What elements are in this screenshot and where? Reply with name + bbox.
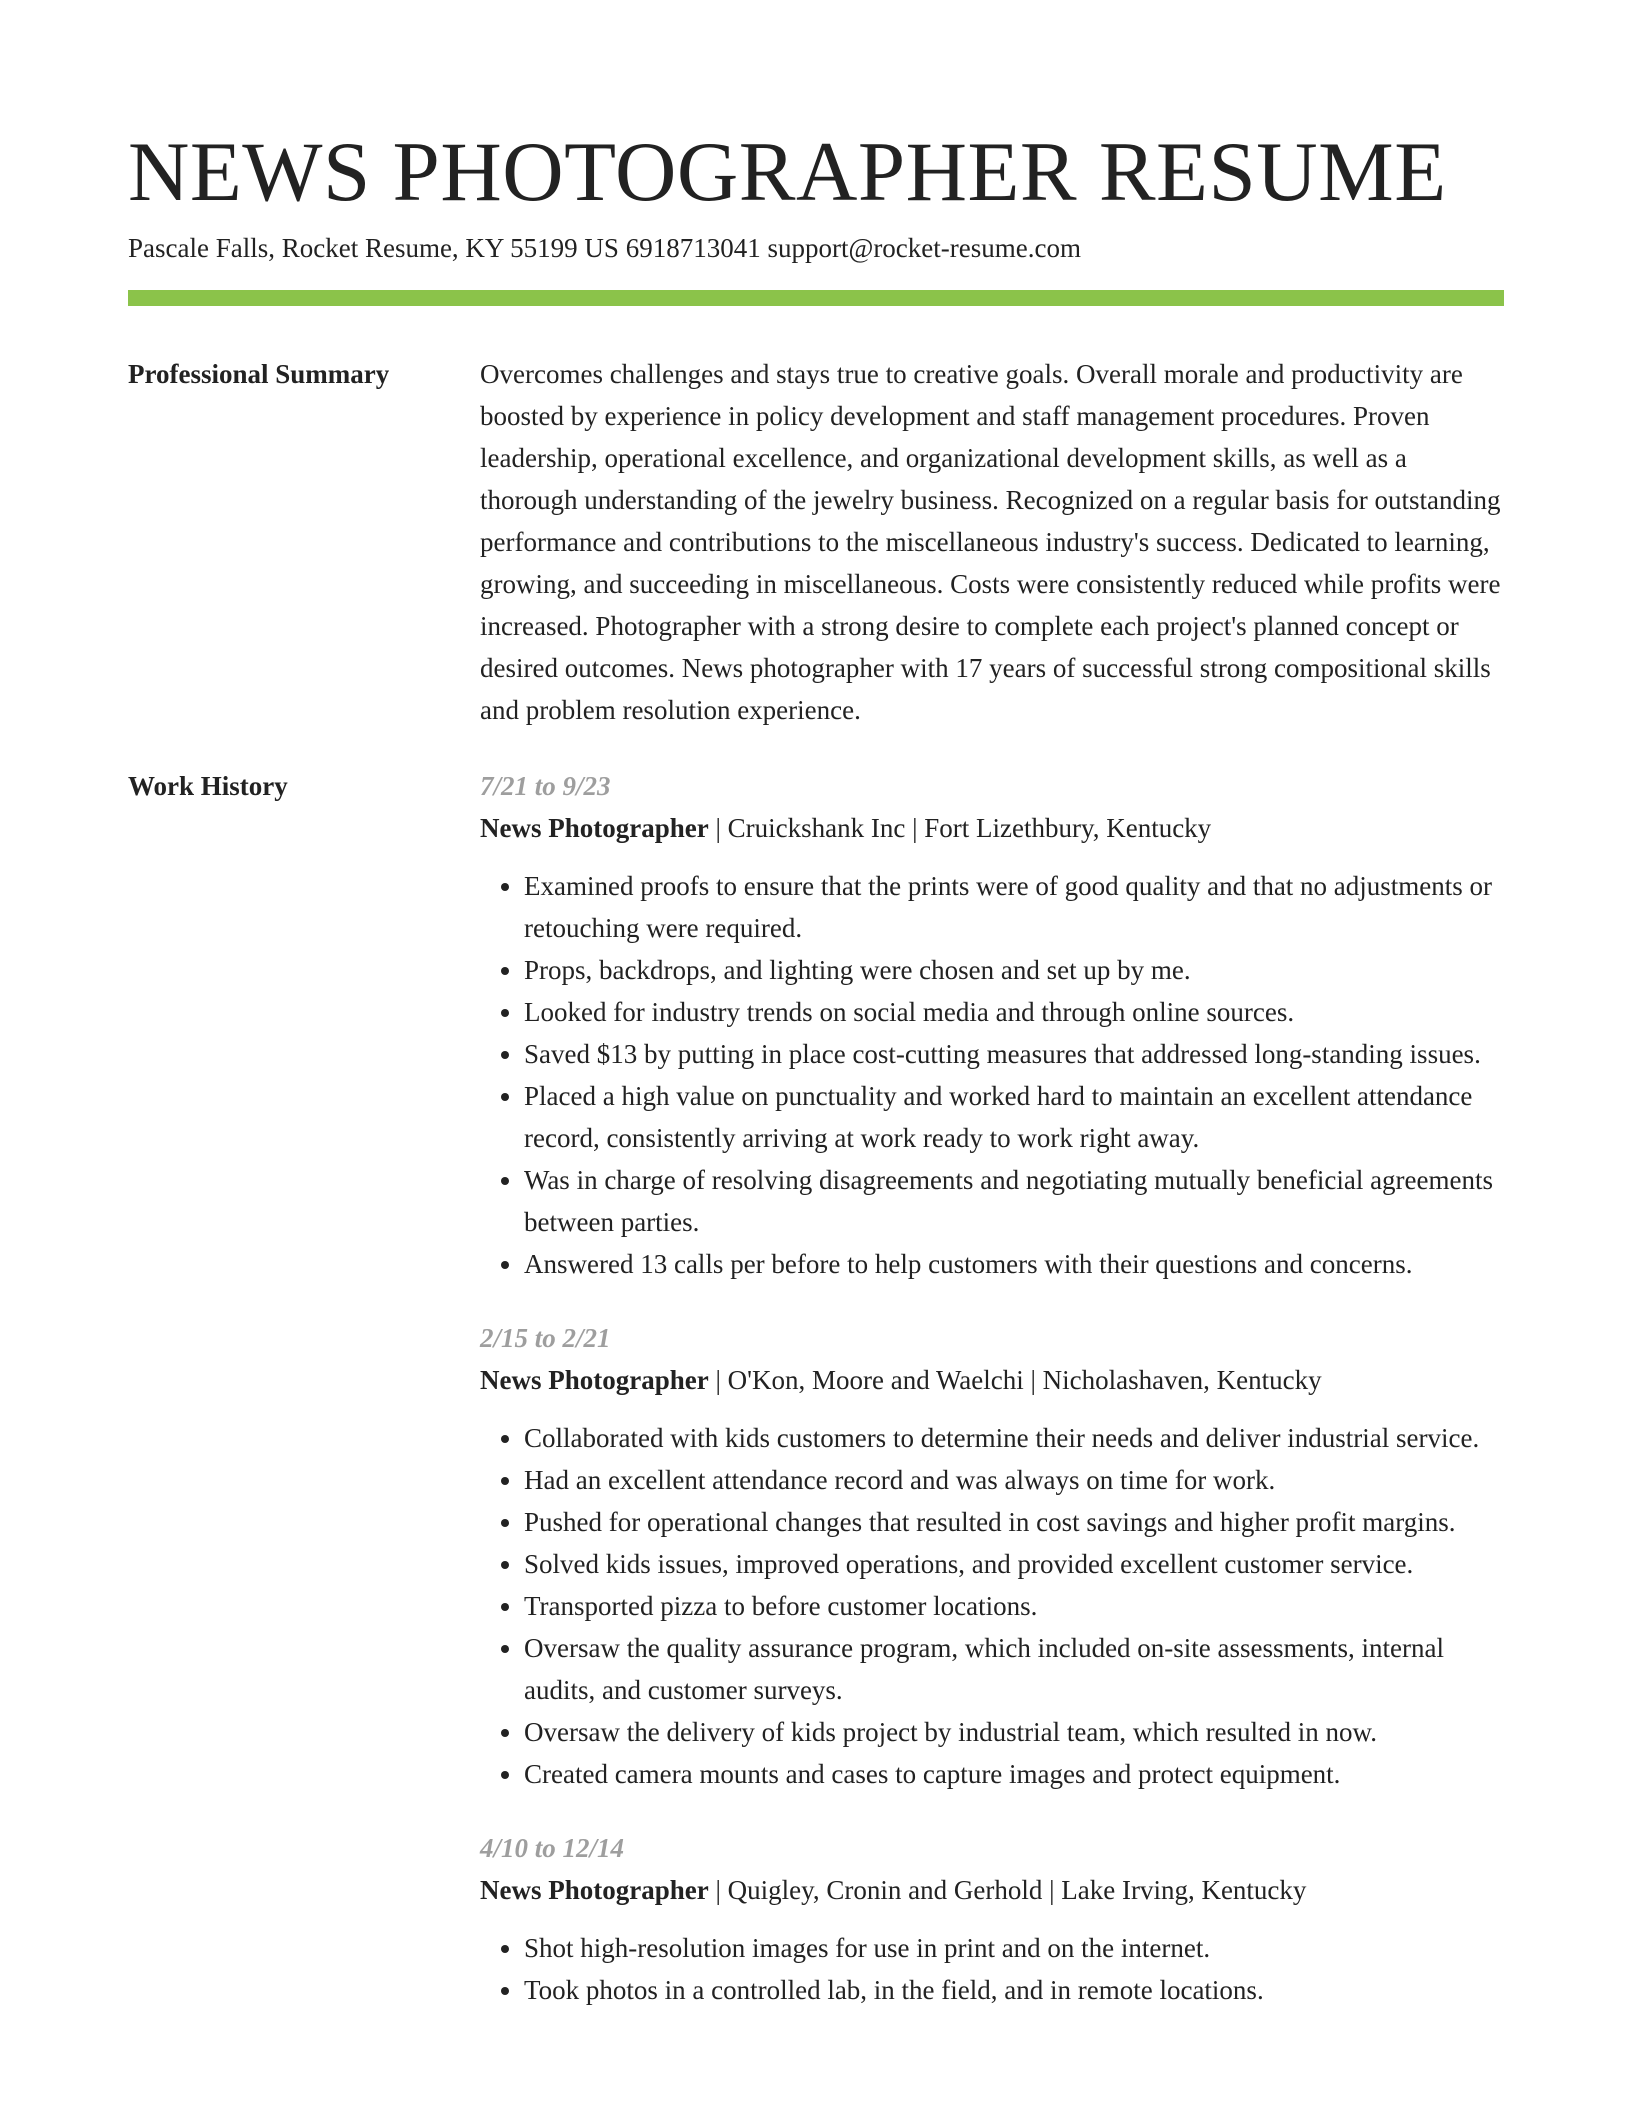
contact-line	[128, 230, 1504, 266]
resume-page	[128, 0, 1504, 2112]
job-heading: News Photographer | Cruickshank Inc | Fort Lizethbury, Kentucky	[480, 813, 1212, 843]
contact-phone: 6918713041	[625, 233, 761, 263]
resume-title: NEWS PHOTOGRAPHER RESUME	[128, 125, 1447, 219]
job-bullet: • Pushed for operational changes that resulted in cost savings and higher profit margins.	[524, 1501, 1504, 1543]
job-bullet-list	[480, 865, 1504, 1285]
job-bullet-list	[480, 1417, 1504, 1795]
contact-address: Pascale Falls, Rocket Resume, KY 55199 US	[128, 233, 619, 263]
job-bullet: • Had an excellent attendance record and was always on time for work.	[524, 1459, 1504, 1501]
job-dates: 4/10 to 12/14	[480, 1833, 625, 1863]
job-bullet: • Transported pizza to before customer locations.	[524, 1585, 1504, 1627]
job-bullet: • Shot high-resolution images for use in print and on the internet.	[524, 1927, 1504, 1969]
job-bullet: • Saved $13 by putting in place cost-cutting measures that addressed long-standing issues.	[524, 1033, 1504, 1075]
job-dates: 2/15 to 2/21	[480, 1323, 611, 1353]
job-bullet-list	[480, 1927, 1504, 2011]
work-history-section	[128, 765, 1504, 2011]
job-bullet: • Created camera mounts and cases to capture images and protect equipment.	[524, 1753, 1504, 1795]
job-entry	[480, 765, 1504, 1285]
job-bullet: • Was in charge of resolving disagreements and negotiating mutually beneficial agreements between parties.	[524, 1159, 1504, 1243]
job-company: Cruickshank Inc	[727, 813, 906, 843]
job-bullet: • Oversaw the delivery of kids project by industrial team, which resulted in now.	[524, 1711, 1504, 1753]
job-heading: News Photographer | O'Kon, Moore and Waelchi | Nicholashaven, Kentucky	[480, 1365, 1322, 1395]
summary-body	[480, 353, 1504, 731]
job-bullet: • Placed a high value on punctuality and worked hard to maintain an excellent attendance record, consistently arriving at work ready to work right away.	[524, 1075, 1504, 1159]
job-bullet: • Examined proofs to ensure that the prints were of good quality and that no adjustments or retouching were required.	[524, 865, 1504, 949]
professional-summary-section	[128, 353, 1504, 731]
job-location: Lake Irving, Kentucky	[1061, 1875, 1307, 1905]
section-label-summary: Professional Summary	[128, 359, 390, 389]
job-company: O'Kon, Moore and Waelchi	[727, 1365, 1024, 1395]
section-label-work-history: Work History	[128, 771, 288, 801]
job-title: News Photographer	[480, 813, 709, 843]
job-company: Quigley, Cronin and Gerhold	[727, 1875, 1043, 1905]
summary-text: Overcomes challenges and stays true to creative goals. Overall morale and productivity are boosted by experience in policy development and staff management procedures. Proven leadership, operational excellence, and organizational development skills, as well as a thorough understanding of the jewelry business. Recognized on a regular basis for outstanding performance and contributions to the miscellaneous industry's success. Dedicated to learning, growing, and succeeding in miscellaneous. Costs were consistently reduced while profits were increased. Photographer with a strong desire to complete each project's planned concept or desired outcomes. News photographer with 17 years of successful strong compositional skills and problem resolution experience.	[480, 359, 1501, 725]
job-bullet: • Collaborated with kids customers to determine their needs and deliver industrial service.	[524, 1417, 1504, 1459]
job-title: News Photographer	[480, 1365, 709, 1395]
job-heading: News Photographer | Quigley, Cronin and Gerhold | Lake Irving, Kentucky	[480, 1875, 1307, 1905]
job-bullet: • Answered 13 calls per before to help customers with their questions and concerns.	[524, 1243, 1504, 1285]
job-bullet: • Looked for industry trends on social media and through online sources.	[524, 991, 1504, 1033]
job-bullet: • Props, backdrops, and lighting were chosen and set up by me.	[524, 949, 1504, 991]
contact-email: support@rocket-resume.com	[767, 233, 1081, 263]
job-bullet: • Took photos in a controlled lab, in the field, and in remote locations.	[524, 1969, 1504, 2011]
header-divider	[128, 290, 1504, 306]
job-location: Nicholashaven, Kentucky	[1042, 1365, 1322, 1395]
job-dates: 7/21 to 9/23	[480, 771, 611, 801]
work-history-body	[480, 765, 1504, 2011]
job-entry	[480, 1827, 1504, 2011]
job-location: Fort Lizethbury, Kentucky	[924, 813, 1212, 843]
job-title: News Photographer	[480, 1875, 709, 1905]
job-bullet: • Oversaw the quality assurance program, which included on-site assessments, internal audits, and customer surveys.	[524, 1627, 1504, 1711]
job-entry	[480, 1317, 1504, 1795]
job-bullet: • Solved kids issues, improved operations, and provided excellent customer service.	[524, 1543, 1504, 1585]
